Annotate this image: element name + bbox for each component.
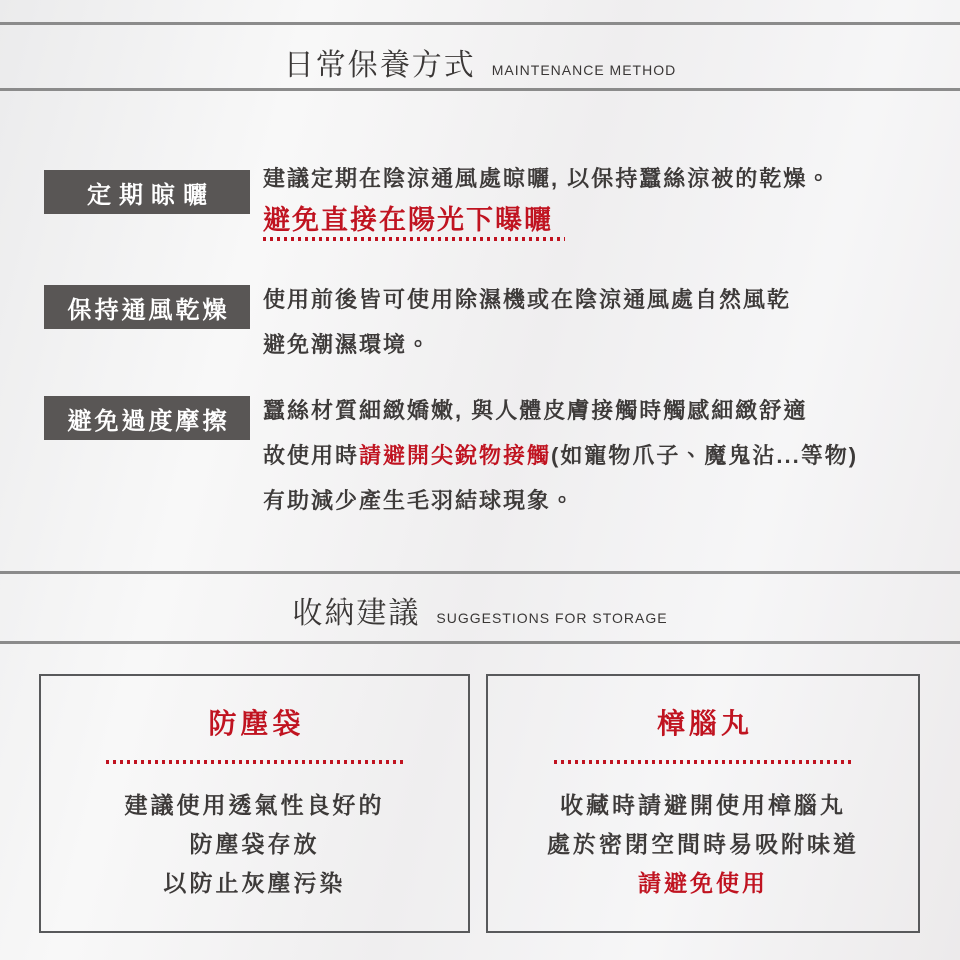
avoid-friction-text-line1: 蠶絲材質細緻嬌嫩, 與人體皮膚接觸時觸感細緻舒適 [263, 398, 808, 423]
card-mothballs [486, 674, 920, 933]
label-regular-airing-text: 定期晾曬 [87, 181, 215, 209]
avoid-friction-text-line2 [263, 439, 858, 470]
label-keep-ventilated-dry [44, 285, 250, 329]
avoid-friction-line2-prefix: 故使用時 [263, 443, 360, 468]
avoid-friction-text-line3: 有助減少產生毛羽結球現象。 [263, 488, 576, 513]
dust-bag-line1: 建議使用透氣性良好的 [124, 792, 385, 818]
regular-airing-warning: 避免直接在陽光下曝曬 [263, 205, 553, 235]
dust-bag-body [41, 786, 468, 903]
storage-title-en: SUGGESTIONS FOR STORAGE [436, 610, 668, 626]
header-rule-top [0, 22, 960, 25]
avoid-friction-line2-warning: 請避開尖銳物接觸 [359, 443, 552, 468]
dotted-divider [554, 760, 852, 764]
mothballs-title: 樟腦丸 [656, 708, 753, 739]
storage-title-zh: 收納建議 [292, 597, 421, 630]
label-keep-ventilated-dry-text: 保持通風乾燥 [67, 296, 230, 324]
maintenance-title-en: MAINTENANCE METHOD [491, 62, 677, 78]
mothballs-warning: 請避免使用 [638, 870, 768, 896]
dotted-divider [263, 237, 565, 241]
label-avoid-friction-text: 避免過度摩擦 [67, 407, 230, 435]
header-rule-bottom [0, 88, 960, 91]
avoid-friction-line2-suffix: (如寵物爪子、魔鬼沾...等物) [551, 443, 859, 468]
dotted-divider [106, 760, 404, 764]
storage-header [0, 588, 960, 632]
dust-bag-line3: 以防止灰塵污染 [163, 870, 346, 896]
storage-rule-top [0, 571, 960, 574]
regular-airing-text: 建議定期在陰涼通風處晾曬, 以保持蠶絲涼被的乾燥。 [263, 166, 832, 191]
mothballs-line2: 處於密閉空間時易吸附味道 [547, 831, 859, 857]
maintenance-header [0, 40, 960, 84]
label-regular-airing [44, 170, 250, 214]
maintenance-title-zh: 日常保養方式 [283, 49, 476, 82]
dust-bag-line2: 防塵袋存放 [189, 831, 320, 857]
keep-ventilated-text-line2: 避免潮濕環境。 [263, 332, 432, 357]
dust-bag-title: 防塵袋 [208, 708, 305, 739]
storage-rule-bottom [0, 641, 960, 644]
mothballs-line1: 收藏時請避開使用樟腦丸 [560, 792, 846, 818]
card-dust-bag [39, 674, 470, 933]
keep-ventilated-text-line1: 使用前後皆可使用除濕機或在陰涼通風處自然風乾 [263, 287, 792, 312]
label-avoid-friction [44, 396, 250, 440]
mothballs-body [488, 786, 918, 903]
